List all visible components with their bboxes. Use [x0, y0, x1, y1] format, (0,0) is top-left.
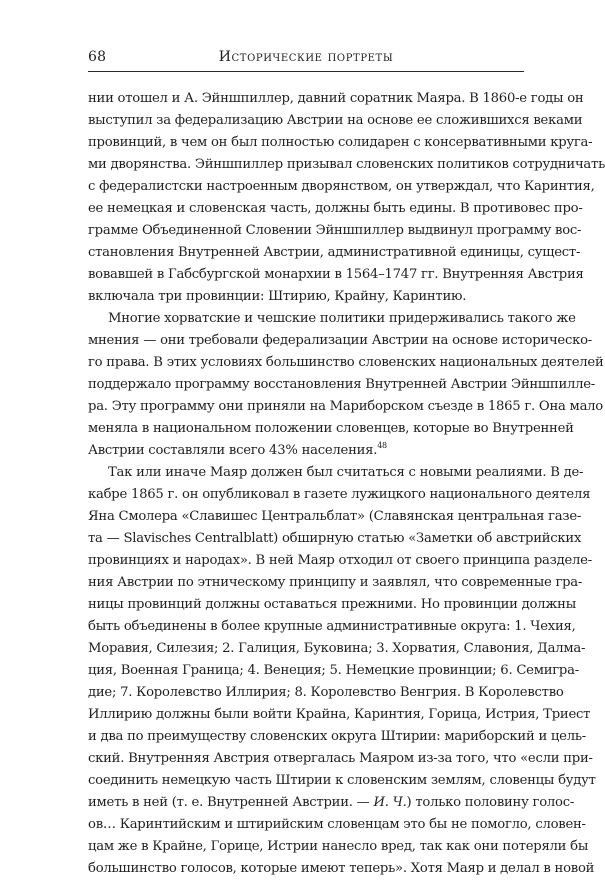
- text-line: поддержало программу восстановления Внутренней Австрии Эйншпилле-: [88, 377, 596, 392]
- text-line: кабре 1865 г. он опубликовал в газете лужицкого национального деятеля: [88, 487, 591, 502]
- text-line: иметь в ней (т. е. Внутренней Австрии. — И. Ч.) только половину голос-: [88, 795, 575, 810]
- text-line: ми дворянства. Эйншпиллер призывал словенских политиков сотрудничать: [88, 157, 605, 172]
- footnote-reference: 48: [377, 441, 387, 450]
- text-line: провинциях и народах». В ней Маяр отходил от своего принципа разделе-: [88, 553, 592, 568]
- text-line: ов… Каринтийским и штирийским словенцам это бы не помогло, словен-: [88, 817, 586, 832]
- text-line: с федералистски настроенным дворянством, он утверждал, что Каринтия,: [88, 179, 595, 194]
- text-line: Яна Смолера «Славишес Центральблат» (Славянская центральная газе-: [88, 509, 582, 524]
- text-line: меняла в национальном положении словенцев, которые во Внутренней: [88, 421, 574, 436]
- text-line: и два по преимуществу словенских округа Штирии: мариборский и цель-: [88, 729, 586, 744]
- text-line-with-footnote: [88, 440, 524, 462]
- text-line: провинций, в чем он был полностью солидарен с консервативными круга-: [88, 135, 593, 150]
- text-line: быть объединены в более крупные административные округа: 1. Чехия,: [88, 619, 576, 634]
- text-line: вовавшей в Габсбургской монархии в 1564–1747 гг. Внутренняя Австрия: [88, 267, 584, 282]
- text-line: та — Slavisches Centralblatt) обширную статью «Заметки об австрийских: [88, 531, 582, 546]
- text-line: Так или иначе Маяр должен был считаться с новыми реалиями. В де-: [108, 465, 584, 480]
- text-line: ее немецкая и словенская часть, должны быть едины. В противовес про-: [88, 201, 583, 216]
- text-line: Моравия, Силезия; 2. Галиция, Буковина; 3. Хорватия, Славония, Далма-: [88, 641, 586, 656]
- text-line: становления Внутренней Австрии, административной единицы, сущест-: [88, 245, 581, 260]
- text-line: Многие хорватские и чешские политики придерживались такого же: [108, 311, 576, 326]
- body-text: [88, 88, 605, 880]
- text-line: грамме Объединенной Словении Эйншпиллер выдвинул программу вос-: [88, 223, 582, 238]
- text-line: Иллирию должны были войти Крайна, Каринтия, Горица, Истрия, Триест: [88, 707, 591, 722]
- text-line: нии отошел и А. Эйншпиллер, давний соратник Маяра. В 1860-е годы он: [88, 91, 584, 106]
- text-line: ра. Эту программу они приняли на Мариборском съезде в 1865 г. Она мало: [88, 399, 603, 414]
- text-line: цам же в Крайне, Горице, Истрии нанесло вред, так как они потеряли бы: [88, 839, 589, 854]
- header-divider: [88, 71, 524, 72]
- text-line: ция, Военная Граница; 4. Венеция; 5. Немецкие провинции; 6. Семигра-: [88, 663, 579, 678]
- page-number: 68: [88, 49, 107, 65]
- text-line: го права. В этих условиях большинство словенских национальных деятелей: [88, 355, 604, 370]
- text-line: ницы провинций должны оставаться прежними. Но провинции должны: [88, 597, 576, 612]
- text-line: включала три провинции: Штирию, Крайну, Каринтию.: [88, 289, 467, 304]
- text-line: мнения — они требовали федерализации Австрии на основе историческо-: [88, 333, 592, 348]
- text-line: большинство голосов, которые имеют теперь». Хотя Маяр и делал в новой: [88, 861, 595, 876]
- text-line: дие; 7. Королевство Иллирия; 8. Королевство Венгрия. В Королевство: [88, 685, 564, 700]
- running-title: Исторические портреты: [218, 49, 394, 65]
- text-line: соединить немецкую часть Штирии к словенским землям, словенцы будут: [88, 773, 596, 788]
- page-header: [88, 49, 524, 71]
- text-line: ния Австрии по этническому принципу и заявлял, что современные гра-: [88, 575, 583, 590]
- text-line: Австрии составляли всего 43% населения.: [88, 443, 378, 458]
- text-line: выступил за федерализацию Австрии на основе ее сложившихся веками: [88, 113, 583, 128]
- text-line: ский. Внутренняя Австрия отвергалась Маяром из-за того, что «если при-: [88, 751, 593, 766]
